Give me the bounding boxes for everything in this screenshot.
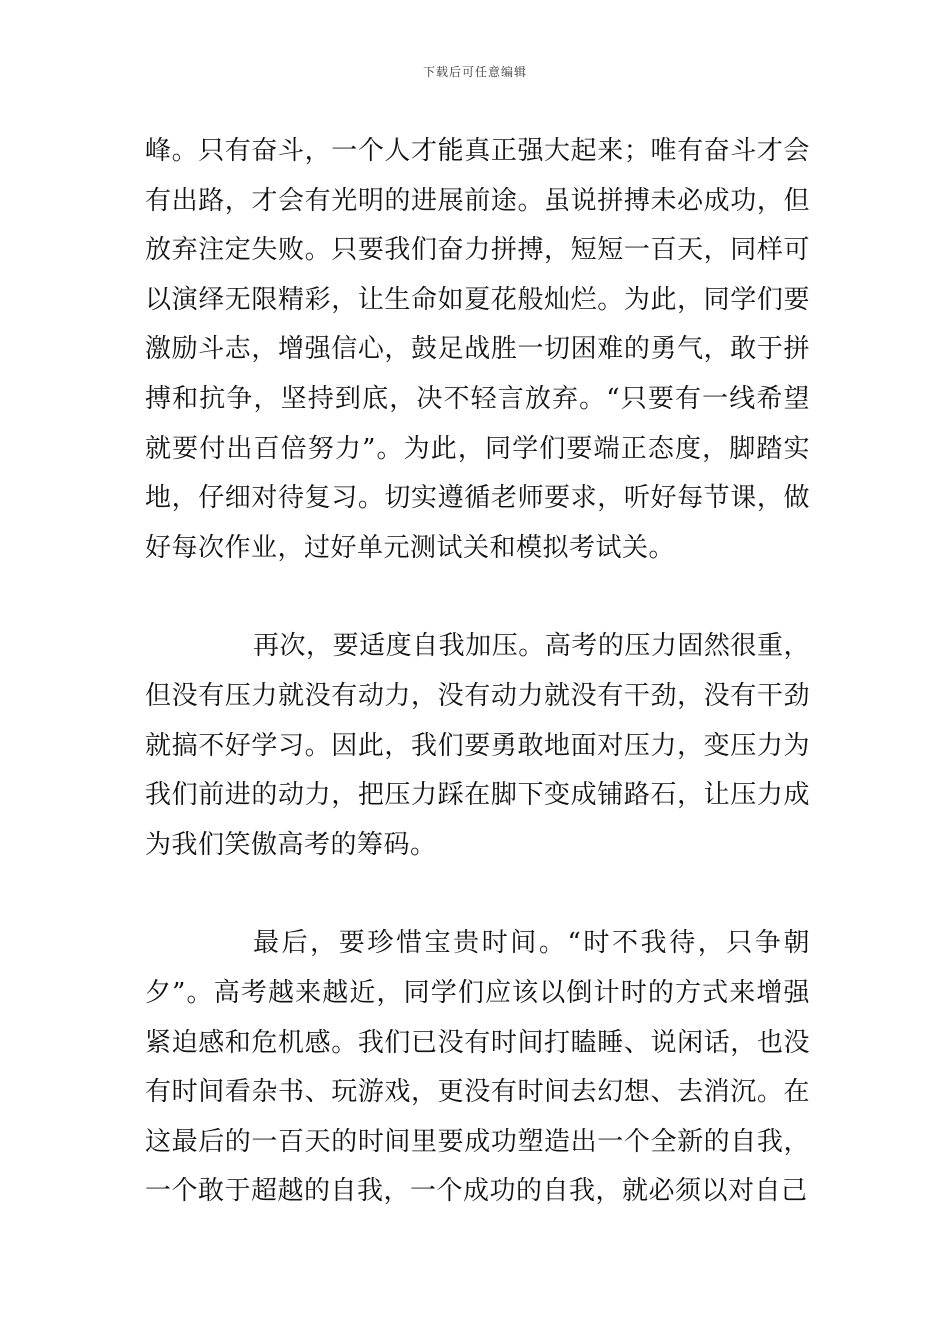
- paragraph-spacer: [145, 573, 810, 622]
- paragraph-pressure: 再次，要适度自我加压。高考的压力固然很重，但没有压力就没有动力，没有动力就没有干劲，没有干劲就搞不好学习。因此，我们要勇敢地面对压力，变压力为我们前进的动力，把压力踩在脚下变成铺路石，让压力成为我们笑傲高考的筹码。: [145, 631, 810, 860]
- paragraph-struggle: 峰。只有奋斗，一个人才能真正强大起来；唯有奋斗才会有出路，才会有光明的进展前途。虽说拼搏未必成功，但放弃注定失败。只要我们奋力拼搏，短短一百天，同样可以演绎无限精彩，让生命如夏花般灿烂。为此，同学们要激励斗志，增强信心，鼓足战胜一切困难的勇气，敢于拼搏和抗争，坚持到底，决不轻言放弃。“只要有一线希望就要付出百倍努力”。为此，同学们要端正态度，脚踏实地，仔细对待复习。切实遵循老师要求，听好每节课，做好每次作业，过好单元测试关和模拟考试关。: [145, 136, 810, 563]
- page-header-note: 下载后可任意编辑: [422, 65, 527, 79]
- document-body: [145, 127, 810, 1217]
- paragraph-spacer: [145, 870, 810, 919]
- paragraph-time: 最后，要珍惜宝贵时间。“时不我待，只争朝夕”。高考越来越近，同学们应该以倒计时的方式来增强紧迫感和危机感。我们已没有时间打瞌睡、说闲话，也没有时间看杂书、玩游戏，更没有时间去幻想、去消沉。在这最后的一百天的时间里要成功塑造出一个全新的自我，一个敢于超越的自我，一个成功的自我，就必须以对自己: [145, 928, 810, 1207]
